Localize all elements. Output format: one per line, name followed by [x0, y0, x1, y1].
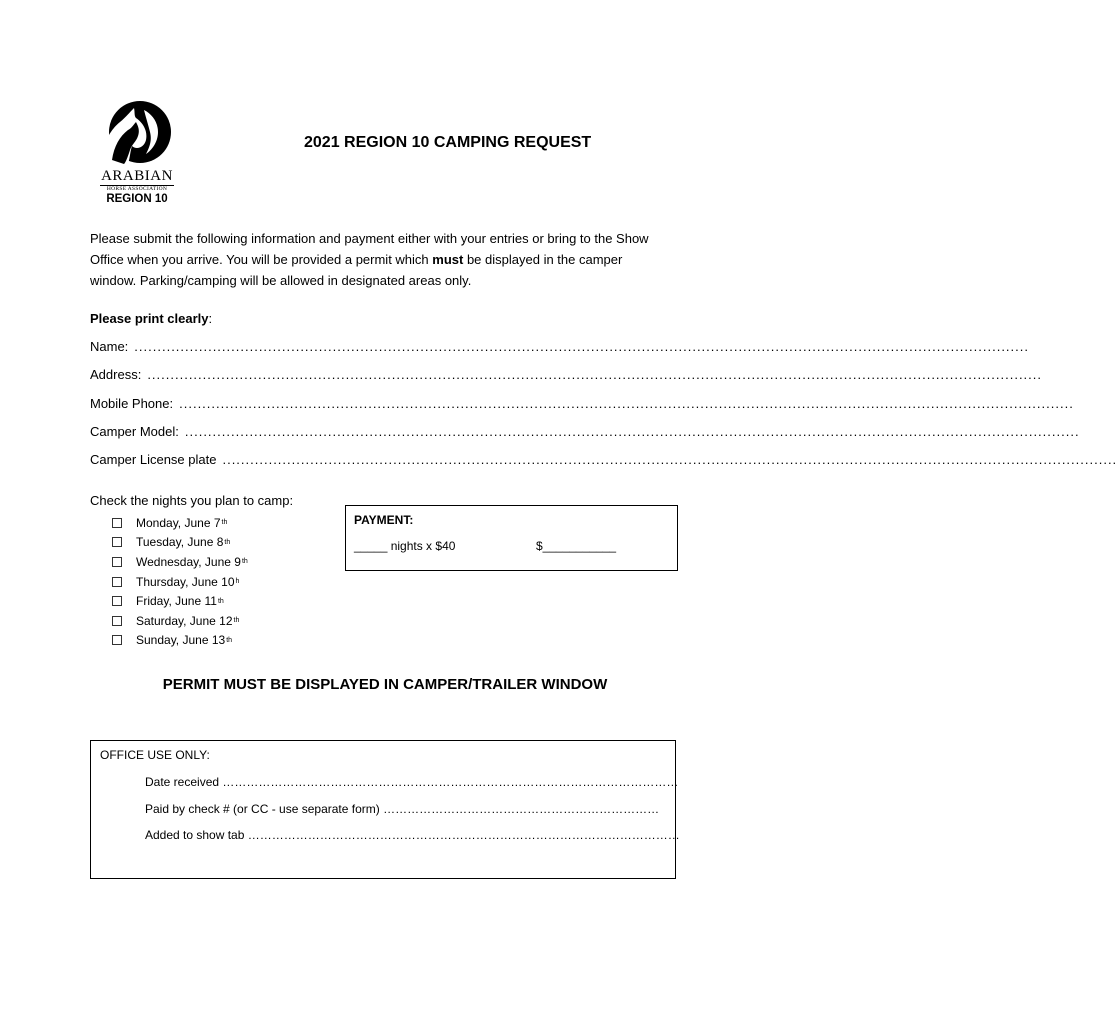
- checkbox[interactable]: [112, 557, 122, 567]
- name-field-line: ..................................................................................................................................................................................................: [134, 339, 1029, 354]
- checkbox[interactable]: [112, 537, 122, 547]
- camper-model-field[interactable]: [90, 424, 1080, 439]
- payment-amount-line[interactable]: $___________: [536, 539, 617, 553]
- night-option[interactable]: [112, 591, 248, 611]
- payment-nights-line[interactable]: _____ nights x $40: [354, 539, 456, 553]
- checkbox[interactable]: [112, 635, 122, 645]
- night-option[interactable]: [112, 552, 248, 572]
- night-label: Saturday, June 12: [136, 613, 233, 628]
- night-option[interactable]: [112, 631, 248, 651]
- night-option[interactable]: [112, 611, 248, 631]
- night-option[interactable]: [112, 533, 248, 553]
- mobile-phone-field-line: ..................................................................................................................................................................................................: [179, 396, 1074, 411]
- logo-arabian-text: ARABIAN: [101, 168, 173, 184]
- print-clearly-colon: :: [208, 311, 213, 326]
- night-label: Sunday, June 13: [136, 633, 226, 648]
- permit-notice: PERMIT MUST BE DISPLAYED IN CAMPER/TRAILER WINDOW: [162, 676, 608, 693]
- name-field[interactable]: [90, 339, 1029, 354]
- night-label: Friday, June 11: [136, 594, 217, 609]
- night-suffix: th: [224, 538, 231, 546]
- night-suffix: th: [221, 519, 228, 527]
- added-to-show-tab-row[interactable]: Added to show tab ………………………………………………………………………………………………: [145, 828, 680, 842]
- checkbox[interactable]: [112, 596, 122, 606]
- nights-heading: Check the nights you plan to camp:: [90, 493, 294, 508]
- arabian-horse-logo: [100, 98, 174, 210]
- night-label: Monday, June 7: [136, 515, 221, 530]
- night-suffix: th: [217, 597, 224, 605]
- night-option[interactable]: [112, 513, 248, 533]
- date-received-row[interactable]: Date received ……………………………………………………………………………………………………: [145, 775, 679, 789]
- logo-region-text: REGION 10: [106, 193, 168, 205]
- night-suffix: h: [235, 578, 240, 586]
- camper-model-field-label: Camper Model:: [90, 424, 179, 439]
- checkbox[interactable]: [112, 616, 122, 626]
- address-field-line: ..................................................................................................................................................................................................: [147, 367, 1043, 382]
- office-use-title: OFFICE USE ONLY:: [100, 748, 210, 762]
- mobile-phone-field[interactable]: [90, 396, 1074, 411]
- intro-text-1: Please submit the following information and payment either with your entries or bring to the Show Office when you arrive. You will be provided a permit which: [90, 231, 649, 267]
- night-label: Tuesday, June 8: [136, 535, 224, 550]
- camper-license-plate-field-line: ..................................................................................................................................................................................................: [222, 452, 1117, 467]
- print-clearly-bold: Please print clearly: [90, 311, 209, 326]
- nights-checklist: [112, 513, 248, 650]
- checkbox[interactable]: [112, 577, 122, 587]
- intro-bold-must: must: [432, 252, 464, 267]
- address-field-label: Address:: [90, 367, 142, 382]
- mobile-phone-field-label: Mobile Phone:: [90, 396, 174, 411]
- night-label: Wednesday, June 9: [136, 554, 241, 569]
- page-title: 2021 REGION 10 CAMPING REQUEST: [304, 134, 592, 151]
- checkbox[interactable]: [112, 518, 122, 528]
- payment-box: [345, 505, 678, 571]
- intro-paragraph: [90, 228, 670, 291]
- intro-text-2: be displayed in the camper window. Parking/camping will be allowed in designated areas only.: [90, 252, 623, 288]
- night-label: Thursday, June 10: [136, 574, 235, 589]
- payment-title: PAYMENT:: [354, 513, 414, 527]
- camper-license-plate-field[interactable]: [90, 452, 1117, 467]
- horse-head-icon: [100, 98, 174, 166]
- print-clearly-label: [90, 311, 212, 326]
- camper-model-field-line: ..................................................................................................................................................................................................: [184, 424, 1080, 439]
- logo-subtitle-text: HORSE ASSOCIATION: [100, 185, 174, 192]
- address-field[interactable]: [90, 367, 1043, 382]
- night-suffix: th: [241, 558, 248, 566]
- night-suffix: th: [226, 636, 233, 644]
- name-field-label: Name:: [90, 339, 129, 354]
- night-suffix: th: [233, 617, 240, 625]
- office-use-box: [90, 740, 680, 879]
- night-option[interactable]: [112, 572, 248, 592]
- camper-license-plate-field-label: Camper License plate: [90, 452, 217, 467]
- paid-by-check-row[interactable]: Paid by check # (or CC - use separate form) ……………………………………………………………: [145, 802, 660, 816]
